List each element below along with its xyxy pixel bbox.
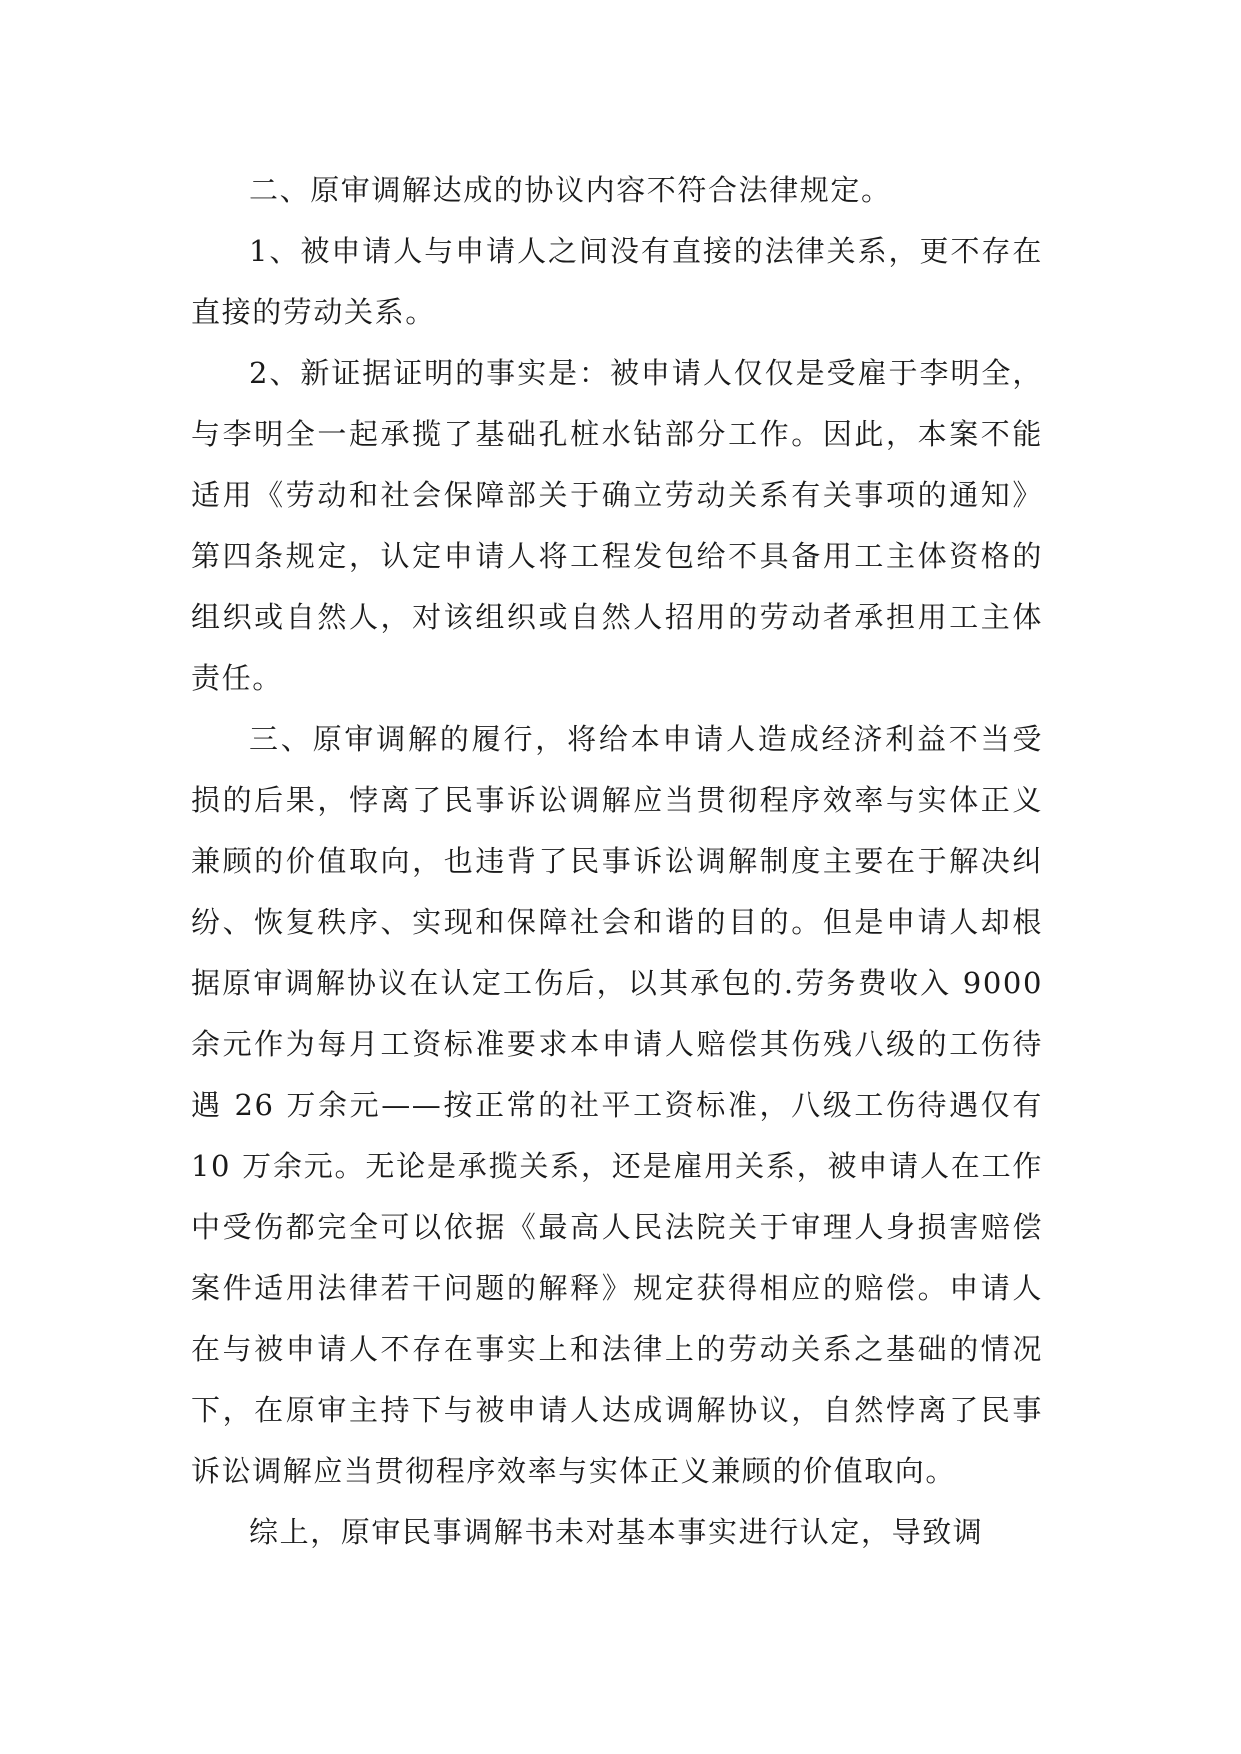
paragraph-point-one: 1、被申请人与申请人之间没有直接的法律关系，更不存在直接的劳动关系。 [191, 234, 1043, 329]
document-body [191, 160, 1043, 1563]
paragraph-point-two: 2、新证据证明的事实是：被申请人仅仅是受雇于李明全，与李明全一起承揽了基础孔桩水钻部分工作。因此，本案不能适用《劳动和社会保障部关于确立劳动关系有关事项的通知》第四条规定，认定申请人将工程发包给不具备用工主体资格的组织或自然人，对该组织或自然人招用的劳动者承担用工主体责任。 [191, 356, 1043, 695]
paragraph-section-two-heading: 二、原审调解达成的协议内容不符合法律规定。 [249, 173, 892, 207]
paragraph-conclusion: 综上，原审民事调解书未对基本事实进行认定，导致调 [249, 1515, 984, 1549]
paragraph-section-three: 三、原审调解的履行，将给本申请人造成经济利益不当受损的后果，悖离了民事诉讼调解应当贯彻程序效率与实体正义兼顾的价值取向，也违背了民事诉讼调解制度主要在于解决纠纷、恢复秩序、实现和保障社会和谐的目的。但是申请人却根据原审调解协议在认定工伤后，以其承包的.劳务费收入 9000 余元作为每月工资标准要求本申请人赔偿其伤残八级的工伤待遇 26 万余元——按正常的社平工资标准，八级工伤待遇仅有 10 万余元。无论是承揽关系，还是雇用关系，被申请人在工作中受伤都完全可以依据《最高人民法院关于审理人身损害赔偿案件适用法律若干问题的解释》规定获得相应的赔偿。申请人在与被申请人不存在事实上和法律上的劳动关系之基础的情况下，在原审主持下与被申请人达成调解协议，自然悖离了民事诉讼调解应当贯彻程序效率与实体正义兼顾的价值取向。 [191, 722, 1043, 1488]
